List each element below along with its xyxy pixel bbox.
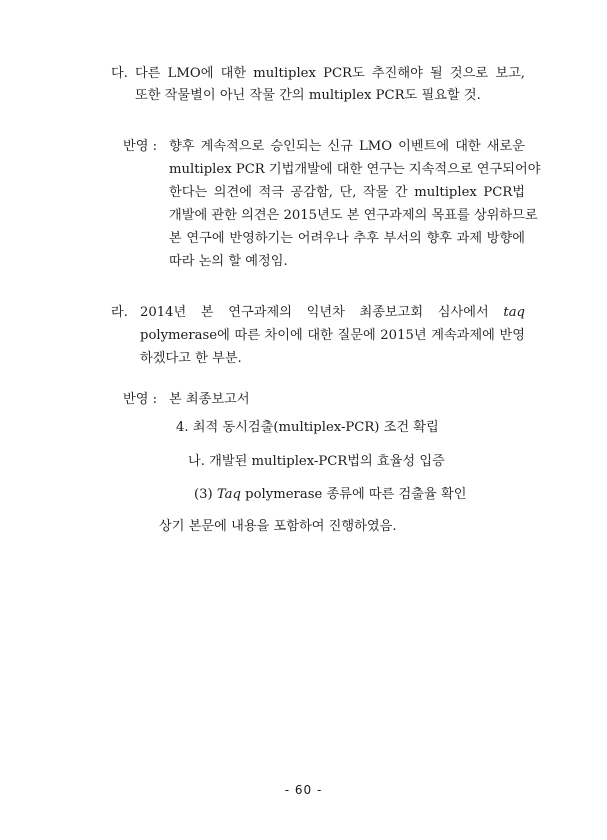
response-1-line-2: multiplex PCR 기법개발에 대한 연구는 지속적으로 연구되어야 — [169, 162, 541, 177]
response-2-label: 반영 : — [123, 392, 158, 407]
response-2-item-2: 나. 개발된 multiplex-PCR법의 효율성 입증 — [188, 454, 445, 469]
page-number: - 60 - — [284, 783, 323, 797]
section-ra-marker: 라. — [111, 305, 128, 320]
response-2-text: 본 최종보고서 — [169, 392, 250, 407]
response-1-line-5: 본 연구에 반영하기는 어려우나 추후 부서의 향후 과제 방향에 — [169, 231, 525, 246]
response-1-line-3: 한다는 의견에 적극 공감함, 단, 작물 간 multiplex PCR법 — [169, 185, 525, 200]
response-2-item-1: 4. 최적 동시검출(multiplex-PCR) 조건 확립 — [176, 420, 439, 435]
response-2-item-3-prefix: (3) — [194, 487, 213, 502]
section-da-line-1: 다른 LMO에 대한 multiplex PCR도 추진해야 될 것으로 보고, — [135, 66, 525, 81]
section-ra-line-3: 하겠다고 한 부분. — [140, 351, 242, 366]
section-da-line-2: 또한 작물별이 아닌 작물 간의 multiplex PCR도 필요할 것. — [135, 88, 481, 103]
response-1-label: 반영 : — [123, 139, 158, 154]
response-2-item-3-rest: polymerase 종류에 따른 검출율 확인 — [245, 487, 467, 502]
section-ra-line-2: polymerase에 따른 차이에 대한 질문에 2015년 계속과제에 반영 — [140, 328, 525, 343]
response-2-closing: 상기 본문에 내용을 포함하여 진행하였음. — [159, 519, 397, 534]
response-2-item-3 — [194, 488, 466, 501]
response-1-line-6: 따라 논의 할 예정임. — [169, 254, 288, 269]
response-1-line-1: 향후 계속적으로 승인되는 신규 LMO 이벤트에 대한 새로운 — [169, 139, 525, 154]
section-ra-line-1 — [140, 306, 525, 319]
response-1-line-4: 개발에 관한 의견은 2015년도 본 연구과제의 목표를 상위하므로 — [169, 208, 538, 223]
response-2-item-3-italic: Taq — [216, 487, 241, 502]
section-ra-line-1-text: 2014년 본 연구과제의 익년차 최종보고회 심사에서 — [140, 305, 489, 320]
section-da-marker: 다. — [111, 66, 128, 81]
section-ra-line-1-italic: taq — [503, 305, 525, 320]
